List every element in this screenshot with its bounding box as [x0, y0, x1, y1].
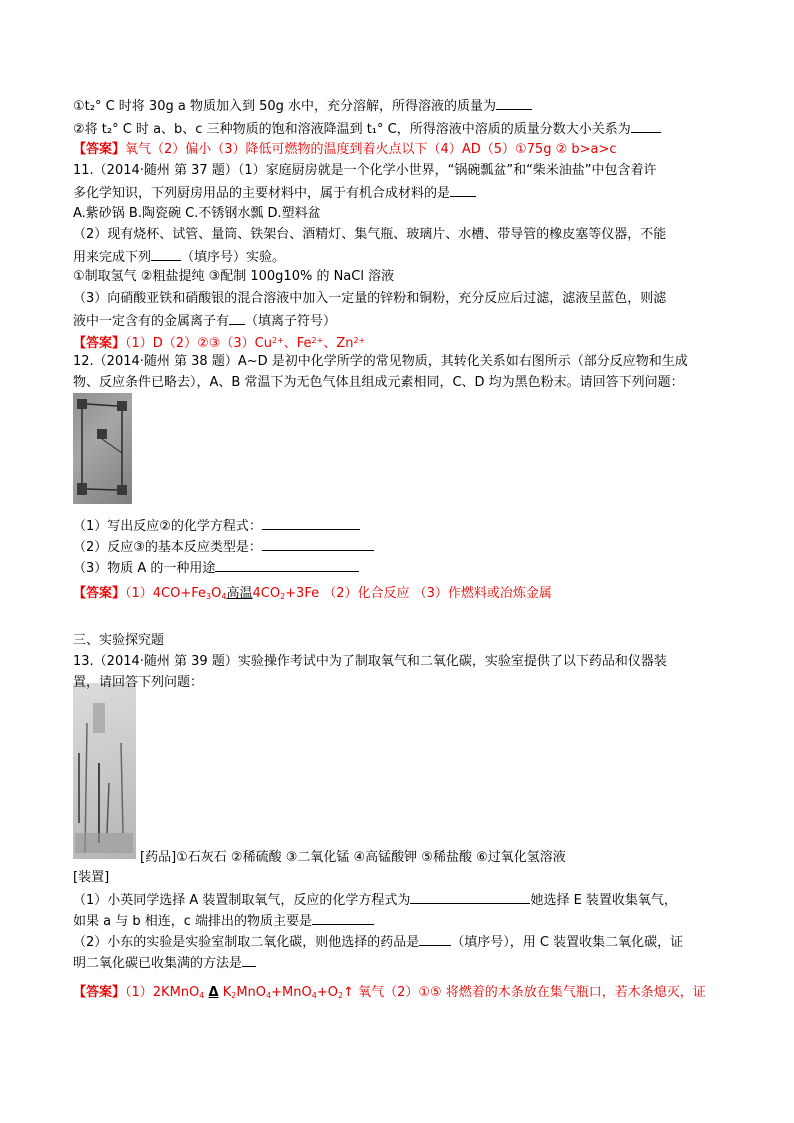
answer-line: 【答案】氧气（2）偏小（3）降低可燃物的温度到着火点以下（4）AD（5）①75g ② b>a>c	[73, 142, 617, 157]
device-label: [装置]	[73, 870, 110, 885]
question-line: 12.（2014·随州 第 38 题）A~D 是初中化学所学的常见物质，其转化关系如右图所示（部分反应物和生成	[73, 354, 688, 369]
answer-blank[interactable]	[262, 538, 374, 551]
drugs-line: [药品]①石灰石 ②稀硫酸 ③二氧化锰 ④高锰酸钾 ⑤稀盐酸 ⑥过氧化氢溶液	[140, 850, 566, 865]
question-line: （1）写出反应②的化学方程式：	[73, 517, 360, 535]
apparatus-photo	[73, 683, 136, 859]
answer-blank[interactable]	[262, 517, 360, 530]
answer-blank[interactable]	[450, 184, 476, 197]
question-line: （3）物质 A 的一种用途	[73, 559, 359, 577]
question-line: 多化学知识，下列厨房用品的主要材料中，属于有机合成材料的是	[73, 184, 476, 202]
question-line: 如果 a 与 b 相连，c 端排出的物质主要是	[73, 912, 374, 930]
answer-blank[interactable]	[410, 891, 530, 904]
answer-line: 【答案】$(1)4CO+Fe_3O_4$高温$4CO_2+3Fe$ （2）化合反应 （3）作燃料或冶炼金属	[73, 586, 552, 601]
question-line: 物、反应条件已略去），A、B 常温下为无色气体且组成元素相同，C、D 均为黑色粉末。请回答下列问题：	[73, 375, 684, 390]
question-line: ①t₂° C 时将 30g a 物质加入到 50g 水中，充分溶解，所得溶液的质量为	[73, 97, 532, 115]
answer-blank[interactable]	[496, 97, 532, 110]
question-line: 用来完成下列 （填序号）实验。	[73, 250, 286, 265]
question-line: （2）现有烧杯、试管、量筒、铁架台、酒精灯、集气瓶、玻璃片、水槽、带导管的橡皮塞等仪器，不能	[73, 227, 667, 242]
question-line: （2）反应③的基本反应类型是：	[73, 538, 374, 556]
question-line: 液中一定含有的金属离子有 （填离子符号）	[73, 314, 337, 329]
answer-blank[interactable]	[151, 248, 181, 261]
question-line: 置，请回答下列问题：	[73, 675, 204, 690]
answer-blank[interactable]	[229, 312, 245, 325]
answer-blank[interactable]	[242, 954, 256, 967]
question-line: 13.（2014·随州 第 39 题）实验操作考试中为了制取氧气和二氧化碳，实验室提供了以下药品和仪器装	[73, 654, 667, 669]
answer-line: 【答案】$(1)D(2)②③(3)Cu^{2+}$、$Fe^{2+}$、$Zn^{2+}$	[73, 336, 366, 351]
question-line: ②将 t₂° C 时 a、b、c 三种物质的饱和溶液降温到 t₁° C，所得溶液中溶质的质量分数大小关系为	[73, 120, 661, 138]
reaction-diagram-photo	[73, 393, 132, 504]
answer-blank[interactable]	[419, 933, 451, 946]
options-line: A.紫砂锅 B.陶瓷碗 C.不锈钢水瓢 D.塑料盆	[73, 206, 321, 221]
answer-blank[interactable]	[631, 120, 661, 133]
question-line: （3）向硝酸亚铁和硝酸银的混合溶液中加入一定量的锌粉和铜粉，充分反应后过滤，滤液呈蓝色，则滤	[73, 291, 667, 306]
answer-blank[interactable]	[312, 912, 374, 925]
answer-blank[interactable]	[215, 559, 359, 572]
answer-line: 【答案】（1）2KMnO$_4$ Δ $K_2MnO_4+MnO_4+O_2↑$ 氧气（2）①⑤ 将燃着的木条放在集气瓶口，若木条熄灭，证	[73, 985, 706, 1000]
question-line: （1）小英同学选择 A 装置制取氧气，反应的化学方程式为 她选择 E 装置收集氧气，	[73, 893, 677, 908]
section-heading: 三、实验探究题	[73, 633, 165, 648]
question-line: 明二氧化碳已收集满的方法是	[73, 954, 256, 972]
question-line: 11.（2014·随州 第 37 题）（1）家庭厨房就是一个化学小世界，“锅碗瓢盆”和“柴米油盐”中包含着许	[73, 163, 657, 178]
heating-symbol: Δ	[208, 985, 219, 1000]
question-line: （2）小东的实验是实验室制取二氧化碳，则他选择的药品是 （填序号），用 C 装置收集二氧化碳，证	[73, 935, 684, 950]
question-line: ①制取氢气 ②粗盐提纯 ③配制 100g10% 的 NaCl 溶液	[73, 269, 395, 284]
reaction-condition: 高温	[226, 586, 253, 601]
